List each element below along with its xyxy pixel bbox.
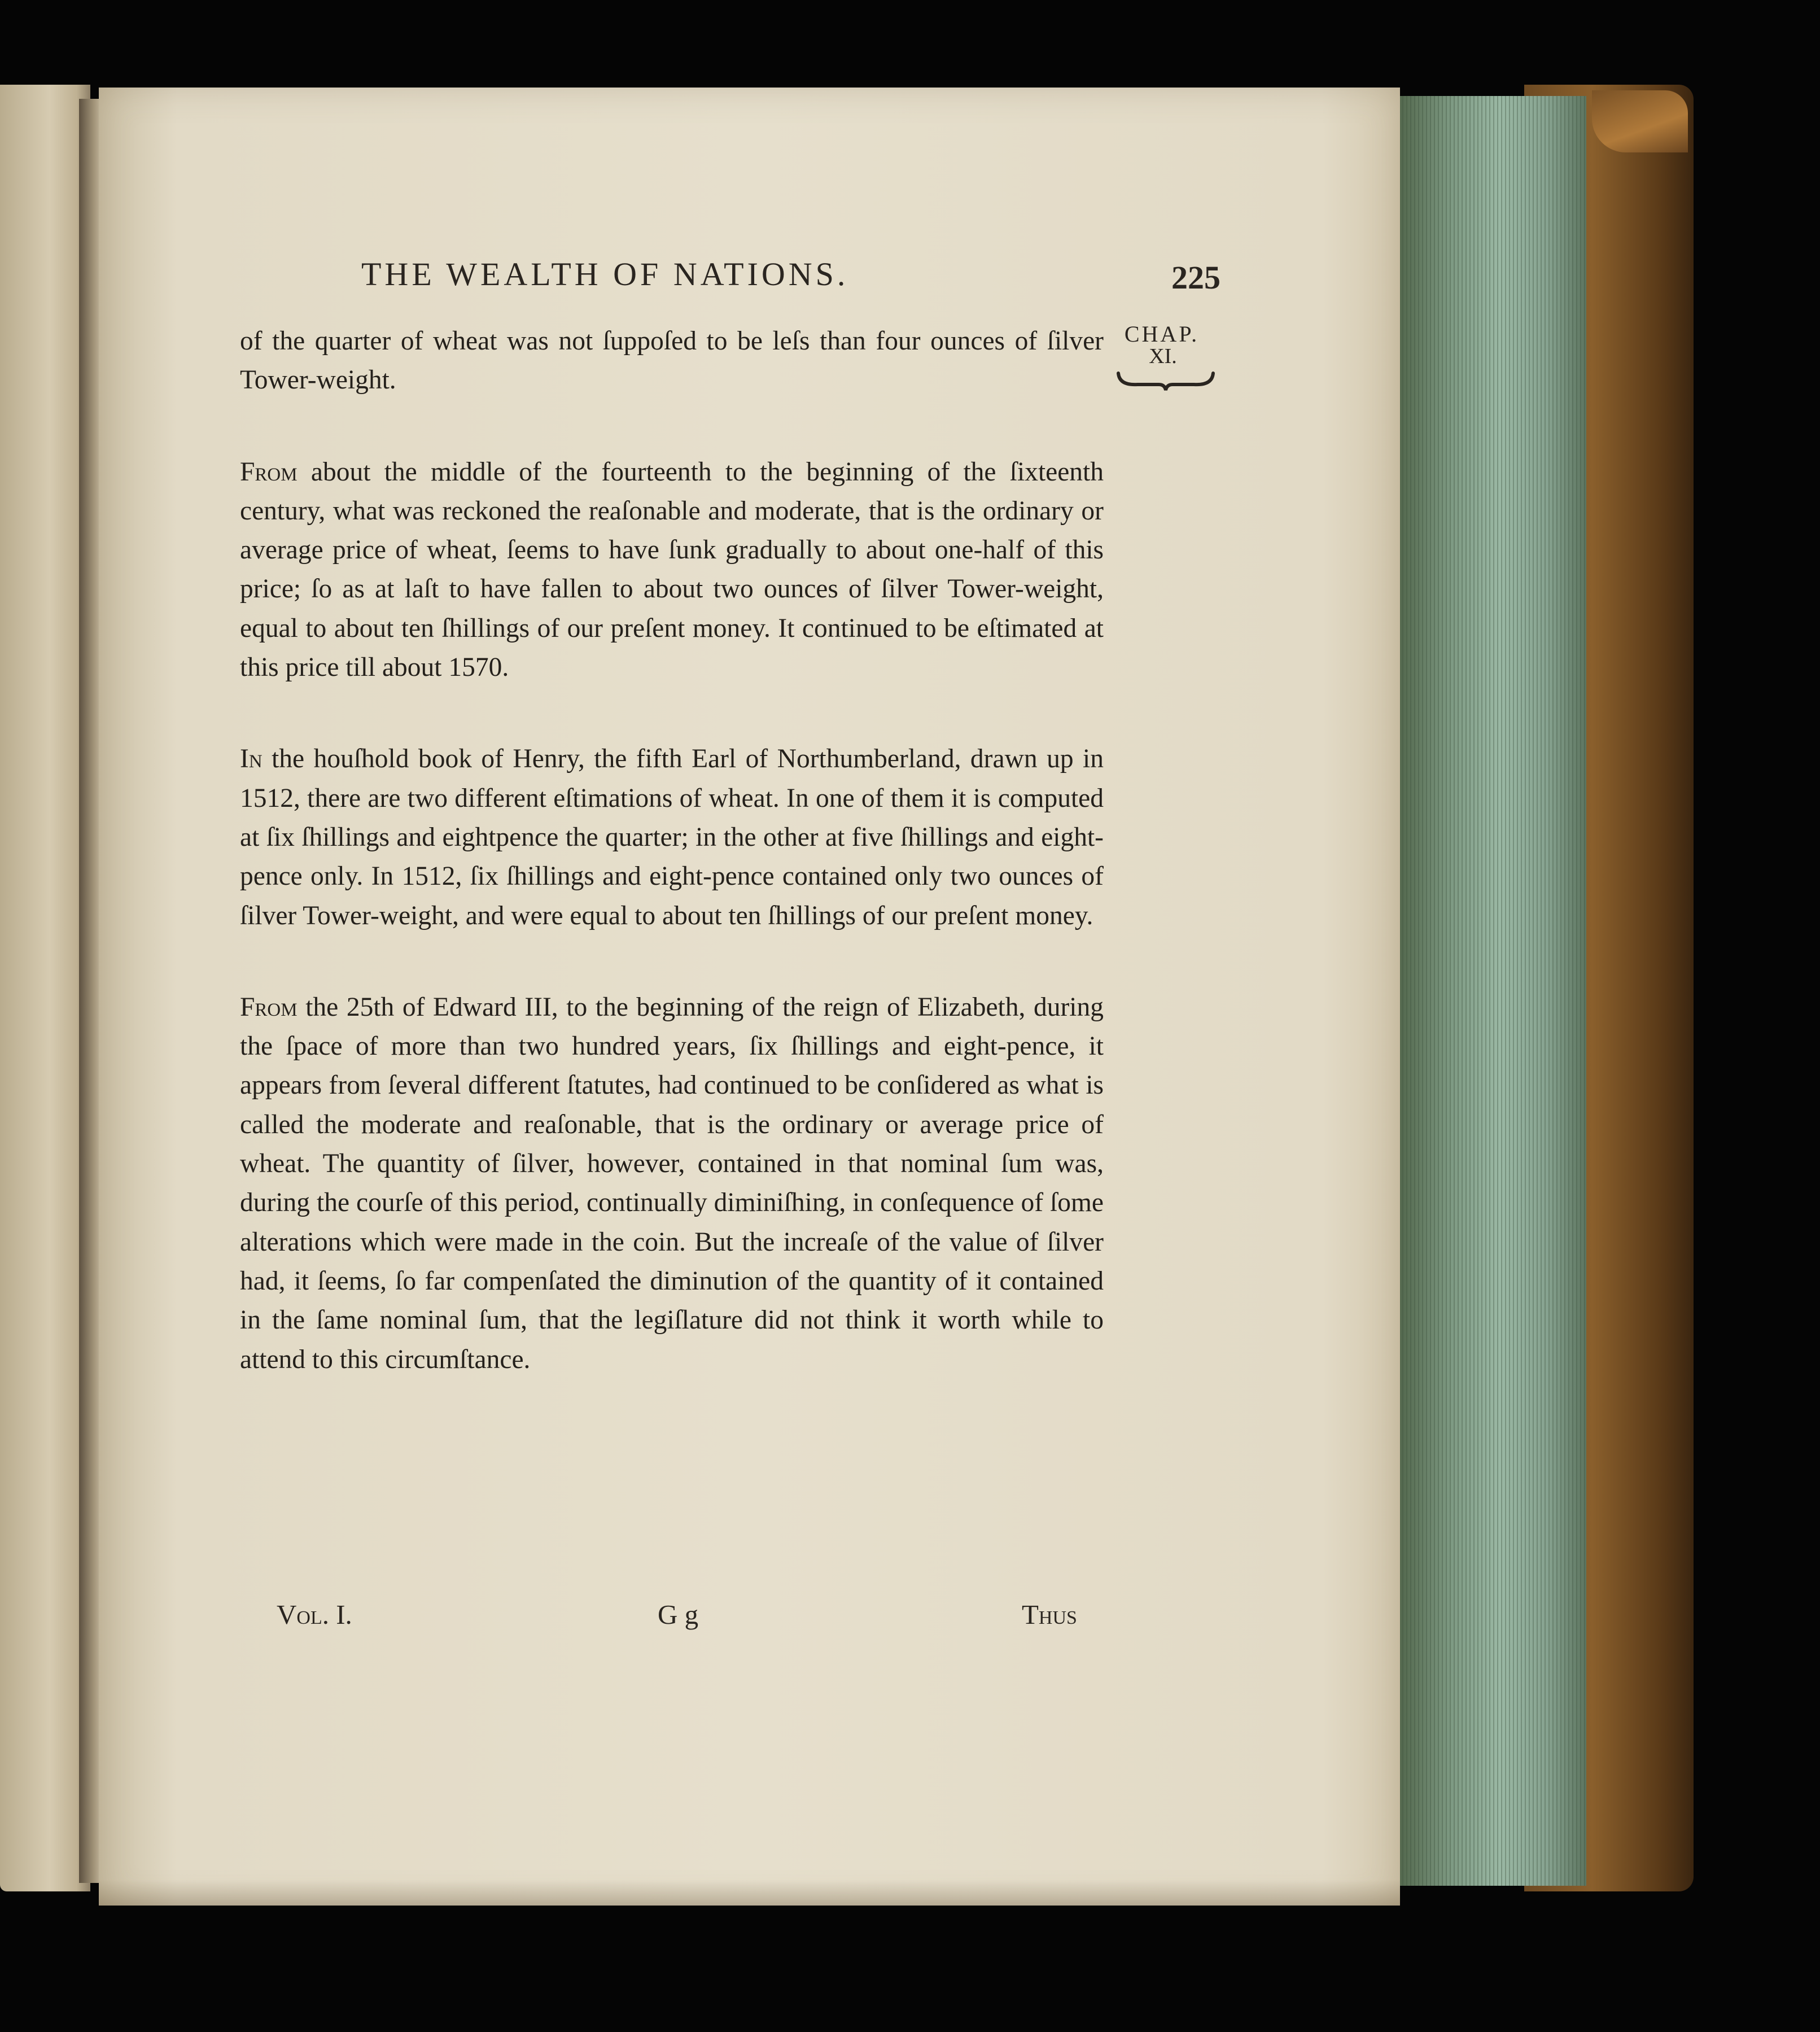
paragraph-lead-word: From — [240, 992, 298, 1022]
paragraph — [240, 988, 1104, 1379]
body-text — [240, 322, 1104, 1379]
volume-label: Vol. I. — [277, 1599, 352, 1630]
brace-ornament-icon — [1115, 370, 1217, 392]
catchword: Thus — [1022, 1599, 1077, 1630]
chapter-label: CHAP. — [1124, 321, 1200, 347]
page-bottom-shade — [99, 1880, 1400, 1906]
paragraph-text: the houſhold book of Henry, the fifth Earl of Northumberland, drawn up in 1512, there are two different eſtimations of wheat. In one of them it is computed at ſix ſhillings and eightpence the quarter; in the other at five ſhillings and eight-pence only. In 1512, ſix ſhillings and eight-pence contained only two ounces of ſilver Tower-weight, and were equal to about ten ſhillings of our preſent money. — [240, 744, 1104, 930]
paragraph-text: of the quarter of wheat was not ſuppoſed to be leſs than four ounces of ſilver Tower-weight. — [240, 326, 1104, 395]
running-head: THE WEALTH OF NATIONS. — [361, 256, 849, 292]
paragraph — [240, 453, 1104, 688]
cover-corner — [1592, 90, 1688, 152]
paragraph-text: about the middle of the fourteenth to the beginning of the ſixteenth century, what was reckoned the reaſonable and moderate, that is the ordinary or average price of wheat, ſeems to have ſunk gradually to about one-half of this price; ſo as at laſt to have fallen to about two ounces of ſilver Tower-weight, equal to about ten ſhillings of our preſent money. It continued to be eſtimated at this price till about 1570. — [240, 457, 1104, 683]
signature-mark: G g — [658, 1599, 699, 1630]
paragraph-lead-word: From — [240, 457, 298, 487]
paragraph-lead-word: In — [240, 744, 262, 774]
paragraph-continuation — [240, 322, 1104, 400]
paragraph — [240, 740, 1104, 935]
facing-page-edge — [0, 85, 90, 1891]
chapter-number: XI. — [1149, 344, 1177, 368]
page-number: 225 — [1171, 259, 1220, 296]
paragraph-text: the 25th of Edward III, to the beginning of the reign of Elizabeth, during the ſpace of more than two hundred years, ſix ſhillings and eight-pence, it appears from ſeveral different ſtatutes, had continued to be conſidered as what is called the moderate and reaſonable, that is the ordinary or average price of wheat. The quantity of ſilver, however, contained in that nominal ſum was, during the courſe of this period, continually diminiſhing, in conſequence of ſome alterations which were made in the coin. But the increaſe of the value of ſilver had, it ſeems, ſo far compenſated the diminution of the quantity of it contained in the ſame nominal ſum, that the legiſlature did not think it worth while to attend to this circumſtance. — [240, 992, 1104, 1374]
page-fore-edge — [1394, 96, 1586, 1886]
